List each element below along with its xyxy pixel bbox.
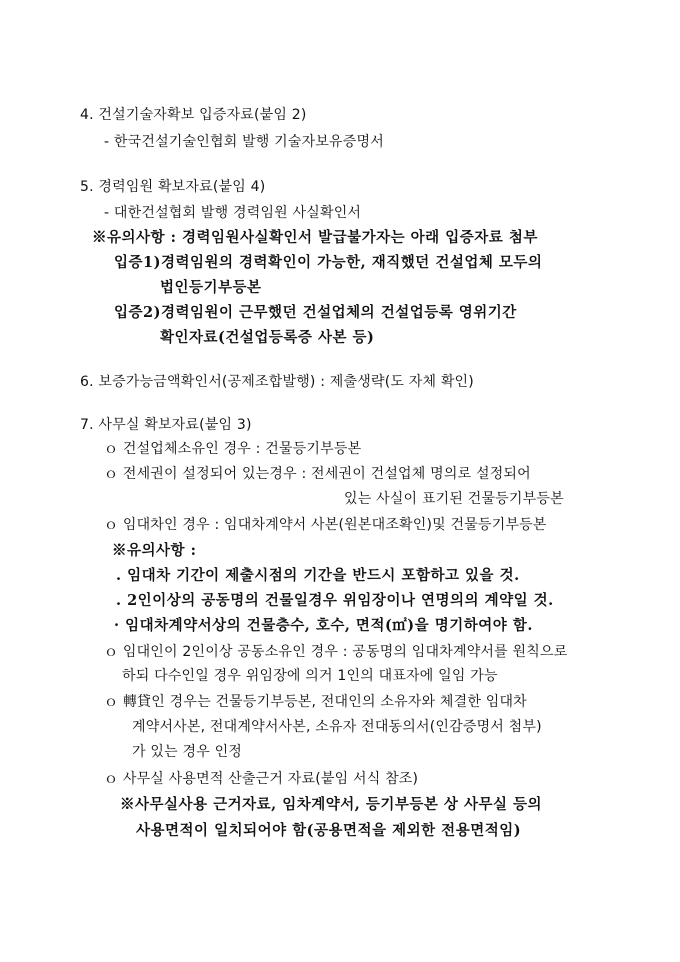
section-7-final-note: ※사무실사용 근거자료, 임차계약서, 등기부등본 상 사무실 등의 [120, 796, 543, 813]
section-5-proof-1: 입증1)경력임원의 경력확인이 가능한, 재직했던 건설업체 모두의 [114, 254, 543, 271]
section-7-item-5-cont-1: 계약서사본, 전대계약서사본, 소유자 전대동의서(인감증명서 첨부) [132, 719, 542, 735]
section-7-final-note-cont: 사용면적이 일치되어야 함(공용면적을 제외한 전용면적임) [136, 822, 522, 839]
section-7-note-1: . 임대차 기간이 제출시점의 기간을 반드시 포함하고 있을 것. [116, 567, 520, 584]
section-5-note: ※유의사항 : 경력임원사실확인서 발급불가자는 아래 입증자료 첨부 [92, 229, 538, 246]
section-7-note-2: . 2인이상의 공동명의 건물일경우 위임장이나 연명의의 계약일 것. [116, 592, 554, 609]
section-7-item-3: ｏ 임대차인 경우 : 임대차계약서 사본(원본대조확인)및 건물등기부등본 [104, 517, 547, 533]
section-5-proof-1-cont: 법인등기부등본 [160, 279, 262, 296]
section-6-heading: 6. 보증가능금액확인서(공제조합발행) : 제출생략(도 자체 확인) [80, 374, 474, 390]
section-5-item: - 대한건설협회 발행 경력임원 사실확인서 [104, 205, 362, 221]
section-5-proof-2-cont: 확인자료(건설업등록증 사본 등) [160, 329, 375, 346]
section-5-proof-2: 입증2)경력임원이 근무했던 건설업체의 건설업등록 영위기간 [114, 304, 517, 321]
section-7-heading: 7. 사무실 확보자료(붙임 3) [80, 417, 252, 433]
section-7-item-5: ｏ 轉貸인 경우는 건물등기부등본, 전대인의 소유자와 체결한 임대차 [104, 694, 527, 710]
section-7-item-4-cont: 하되 다수인일 경우 위임장에 의거 1인의 대표자에 일임 가능 [122, 668, 498, 684]
section-5-heading: 5. 경력임원 확보자료(붙임 4) [80, 179, 266, 195]
section-7-item-1: ｏ 건설업체소유인 경우 : 건물등기부등본 [104, 441, 362, 457]
section-7-item-2-cont: 있는 사실이 표기된 건물등기부등본 [344, 491, 564, 507]
section-7-note-3: · 임대차계약서상의 건물층수, 호수, 면적(㎡)을 명기하여야 함. [114, 617, 533, 634]
section-7-item-6: ｏ 사무실 사용면적 산출근거 자료(붙임 서식 참조) [104, 771, 419, 787]
section-4-item: - 한국건설기술인협회 발행 기술자보유증명서 [104, 134, 384, 150]
section-7-note-heading: ※유의사항 : [112, 542, 197, 559]
section-7-item-5-cont-2: 가 있는 경우 인정 [132, 744, 243, 760]
section-7-item-2: ｏ 전세권이 설정되어 있는경우 : 전세권이 건설업체 명의로 설정되어 [104, 466, 531, 482]
section-7-item-4: ｏ 임대인이 2인이상 공동소유인 경우 : 공동명의 임대차계약서를 원칙으로 [104, 644, 568, 660]
section-4-heading: 4. 건설기술자확보 입증자료(붙임 2) [80, 107, 307, 123]
